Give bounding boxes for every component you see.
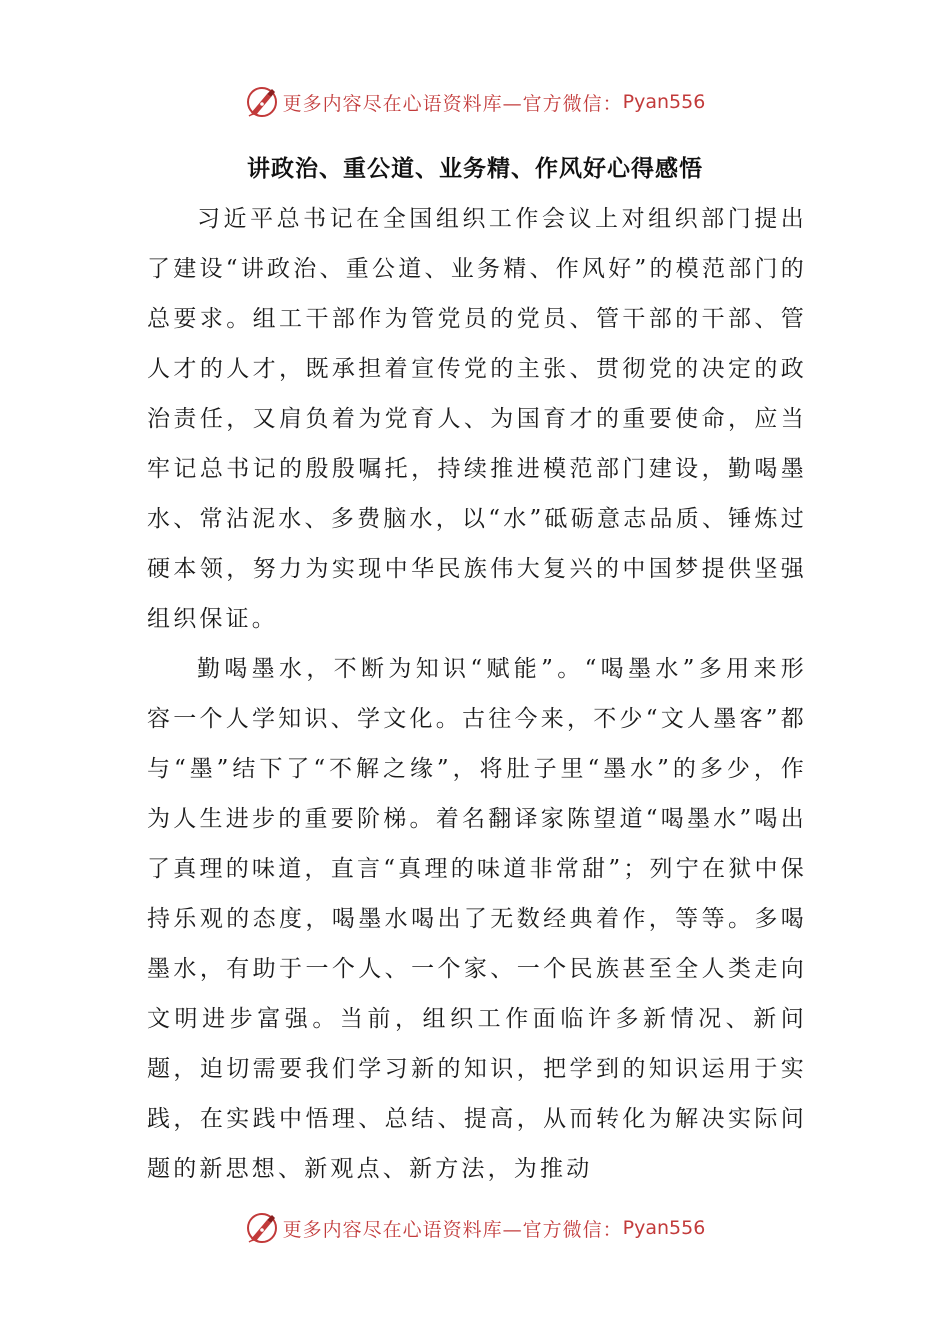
banner-text: 更多内容尽在心语资料库—官方微信： (282, 92, 623, 115)
paragraph-2: 勤喝墨水，不断为知识“赋能”。“喝墨水”多用来形容一个人学知识、学文化。古往今来，不少“文人墨客”都与“墨”结下了“不解之缘”，将肚子里“墨水”的多少，作为人生进步的重要阶梯。着名翻译家陈望道“喝墨水”喝出了真理的味道，直言“真理的味道非常甜”；列宁在狱中保持乐观的态度，喝墨水喝出了无数经典着作，等等。多喝墨水，有助于一个人、一个家、一个民族甚至全人类走向文明进步富强。当前，组织工作面临许多新情况、新问题，迫切需要我们学习新的知识，把学到的知识运用于实践，在实践中悟理、总结、提高，从而转化为解决实际问题的新思想、新观点、新方法，为推动 (147, 656, 807, 1182)
header-watermark-banner (0, 82, 950, 122)
pen-nib-icon (245, 85, 279, 119)
banner-wechat-id: Pyan556 (622, 91, 706, 113)
pen-nib-icon (245, 1211, 279, 1245)
banner-wechat-id: Pyan556 (622, 1217, 706, 1239)
paragraph-1: 习近平总书记在全国组织工作会议上对组织部门提出了建设“讲政治、重公道、业务精、作风好”的模范部门的总要求。组工干部作为管党员的党员、管干部的干部、管人才的人才，既承担着宣传党的主张、贯彻党的决定的政治责任，又肩负着为党育人、为国育才的重要使命，应当牢记总书记的殷殷嘱托，持续推进模范部门建设，勤喝墨水、常沾泥水、多费脑水，以“水”砥砺意志品质、锤炼过硬本领，努力为实现中华民族伟大复兴的中国梦提供坚强组织保证。 (147, 206, 807, 632)
document-body (147, 194, 807, 1194)
banner-text: 更多内容尽在心语资料库—官方微信： (282, 1218, 623, 1241)
document-title: 讲政治、重公道、业务精、作风好心得感悟 (247, 156, 703, 182)
footer-watermark-banner (0, 1208, 950, 1248)
